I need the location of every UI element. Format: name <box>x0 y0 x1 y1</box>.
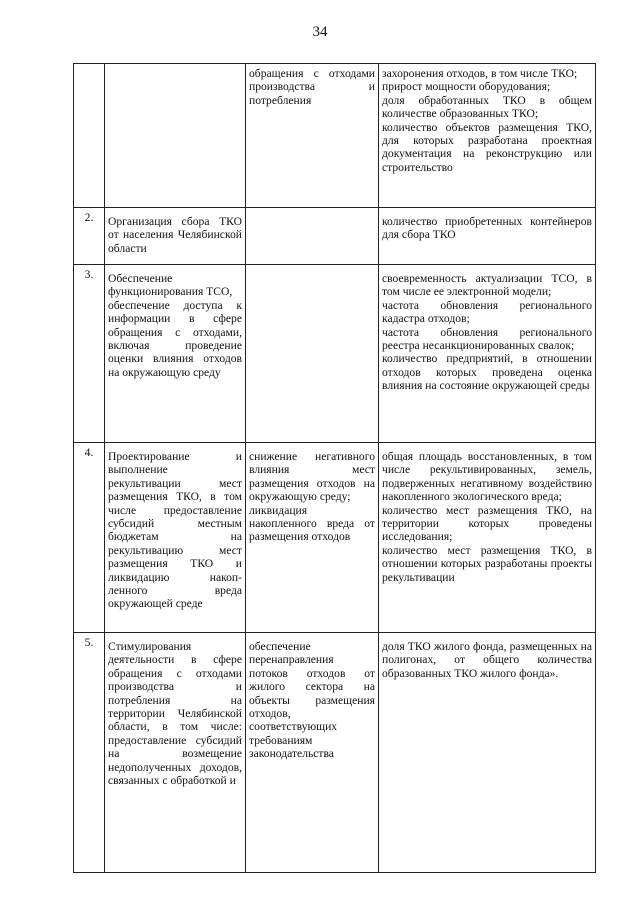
effect-cell <box>246 633 379 873</box>
indicator-text: доля ТКО жилого фонда, размещенных на полигонах, от общего количества образованных ТКО жилого фонда». <box>382 640 592 680</box>
indicator-text: частота обновления регионального кадастра отходов; <box>382 298 592 326</box>
task-text: Организация сбора ТКО от населения Челябинской области <box>108 215 242 255</box>
indicator-text: захоронения отходов, в том числе ТКО; <box>382 67 578 80</box>
indicators-cell <box>379 265 596 443</box>
task-text: Проектирование и выполнение рекультивации мест размещения ТКО, в том числе предоставление субсидий местным бюджетам на рекультивацию мест размещения ТКО и ликвидацию накоп-ленного вреда окружающей среде <box>108 450 242 611</box>
indicator-text: количество объектов размещения ТКО, для которых разработана проектная документация на реконструкцию или строительство <box>382 120 592 174</box>
table-row <box>74 64 596 208</box>
effect-cell <box>246 64 379 208</box>
effect-cell <box>246 443 379 633</box>
effect-text: обеспечение перенаправления потоков отходов от жилого сектора на объекты размещения отходов, соответствующих требованиям законодательства <box>249 640 375 761</box>
row-number: 5. <box>74 633 105 873</box>
indicator-text: прирост мощности оборудования; <box>382 80 551 94</box>
task-cell <box>105 443 246 633</box>
table-row <box>74 265 596 443</box>
effect-cell <box>246 265 379 443</box>
indicator-text: своевременность актуализации ТСО, в том числе ее электронной модели; <box>382 272 592 299</box>
indicator-text: количество предприятий, в отношении отходов которых проведена оценка влияния на состояние окружающей среды <box>382 352 592 393</box>
task-text: Стимулирования деятельности в сфере обращения с отходами производства и потребления на территории Челябинской области, в том числе: предоставление субсидий на возмещение недополученных доходов, связанных с обработкой и <box>108 640 242 788</box>
indicator-text: доля обработанных ТКО в общем количестве образованных ТКО; <box>382 93 592 121</box>
table-row <box>74 633 596 873</box>
row-number: 3. <box>74 265 105 443</box>
effect-text: обращения с отходами производства и потребления <box>249 67 375 107</box>
task-text: обеспечение доступа к информации в сфере обращения с отходами, включая проведение оценки влияния отходов на окружающую среду <box>108 298 242 379</box>
indicators-cell <box>379 64 596 208</box>
table-row <box>74 443 596 633</box>
indicator-text: общая площадь восстановленных, в том числе рекультивированных, земель, подверженных негативному воздействию накопленного экологического вреда; <box>382 450 592 504</box>
effect-text: снижение негативного влияния мест размещения отходов на окружающую среду; <box>249 450 375 504</box>
effect-cell <box>246 208 379 265</box>
indicators-cell <box>379 208 596 265</box>
table-row <box>74 208 596 265</box>
row-number <box>74 64 105 208</box>
indicator-text: частота обновления регионального реестра несанкционированных свалок; <box>382 325 592 353</box>
page-number: 34 <box>312 24 328 40</box>
task-cell <box>105 208 246 265</box>
indicators-cell <box>379 633 596 873</box>
indicator-text: количество мест размещения ТКО, в отношении которых разработаны проекты рекультивации <box>382 543 592 584</box>
task-cell <box>105 64 246 208</box>
indicator-text: количество приобретенных контейнеров для сбора ТКО <box>382 215 592 242</box>
program-table <box>73 63 596 873</box>
row-number: 4. <box>74 443 105 633</box>
indicators-cell <box>379 443 596 633</box>
indicator-text: количество мест размещения ТКО, на территории которых проведены исследования; <box>382 503 592 544</box>
effect-text: ликвидация накопленного вреда от размещения отходов <box>249 503 375 544</box>
row-number: 2. <box>74 208 105 265</box>
task-cell <box>105 633 246 873</box>
task-text: Обеспечение функционирования ТСО, <box>108 272 233 299</box>
task-cell <box>105 265 246 443</box>
